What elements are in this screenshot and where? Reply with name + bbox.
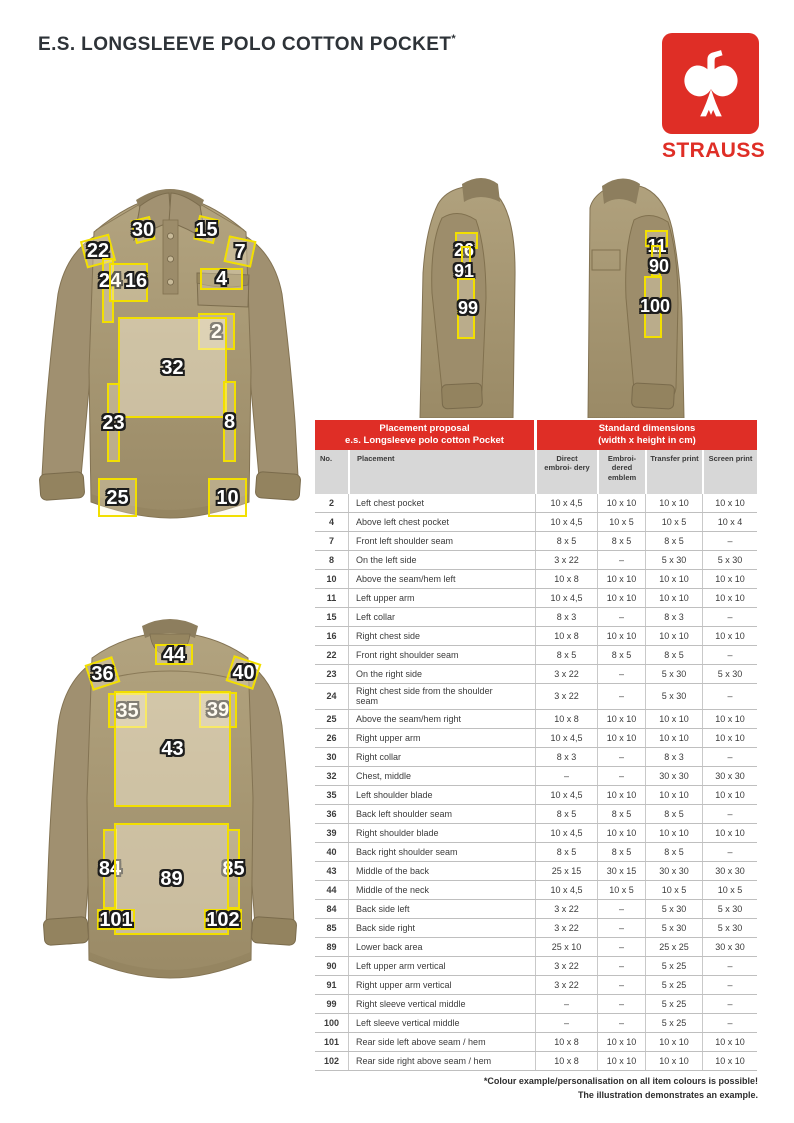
table-row <box>315 881 757 900</box>
cell: – <box>597 900 645 918</box>
cell: 3 x 22 <box>535 665 597 683</box>
cell: 10 x 10 <box>645 570 702 588</box>
cell: 10 x 10 <box>702 710 757 728</box>
placement-number-26: 26 <box>453 240 475 260</box>
cell: 10 x 8 <box>535 710 597 728</box>
table-row <box>315 767 757 786</box>
cell: – <box>702 748 757 766</box>
table-row <box>315 1014 757 1033</box>
placement-number-7: 7 <box>234 240 246 263</box>
placement-number-16: 16 <box>124 270 148 292</box>
cell: Above the seam/hem right <box>348 710 535 728</box>
cell: Right collar <box>348 748 535 766</box>
cell: 8 x 5 <box>645 532 702 550</box>
table-row <box>315 551 757 570</box>
cell: – <box>702 976 757 994</box>
cell: 10 x 4,5 <box>535 494 597 512</box>
cell: 10 x 5 <box>645 513 702 531</box>
cell: 10 x 10 <box>597 710 645 728</box>
cell: – <box>702 805 757 823</box>
cell: – <box>597 957 645 975</box>
placement-table <box>315 420 757 1071</box>
cell: 10 x 10 <box>597 1052 645 1070</box>
cell-placement-number: 100 <box>323 1017 340 1028</box>
table-row <box>315 862 757 881</box>
cell: Left chest pocket <box>348 494 535 512</box>
header-left-line1: Placement proposal <box>379 422 470 434</box>
placement-number-36: 36 <box>91 662 114 685</box>
placement-number-24: 24 <box>98 270 122 292</box>
cell: 10 x 8 <box>535 570 597 588</box>
cell: 3 x 22 <box>535 976 597 994</box>
cell: 5 x 30 <box>645 919 702 937</box>
cell: 8 x 5 <box>645 805 702 823</box>
cell: – <box>702 608 757 626</box>
cell: 10 x 10 <box>702 1052 757 1070</box>
cell: 8 x 5 <box>535 843 597 861</box>
cell: – <box>597 748 645 766</box>
cell: Rear side left above seam / hem <box>348 1033 535 1051</box>
cell: 10 x 10 <box>645 627 702 645</box>
cell: 3 x 22 <box>535 551 597 569</box>
cell: Left shoulder blade <box>348 786 535 804</box>
header-right-line1: Standard dimensions <box>598 422 696 434</box>
cell: 10 x 10 <box>597 786 645 804</box>
cell: 5 x 30 <box>702 900 757 918</box>
cell: – <box>702 995 757 1013</box>
cell: 8 x 3 <box>645 748 702 766</box>
cell: 10 x 10 <box>645 1052 702 1070</box>
table-row <box>315 513 757 532</box>
placement-number-85: 85 <box>222 858 245 880</box>
cell-placement-number: 32 <box>326 770 337 781</box>
cell: 10 x 10 <box>645 824 702 842</box>
cell: 5 x 30 <box>702 665 757 683</box>
cell: 30 x 30 <box>645 767 702 785</box>
cell: Right upper arm vertical <box>348 976 535 994</box>
table-row <box>315 710 757 729</box>
table-row <box>315 627 757 646</box>
cell-placement-number: 26 <box>326 732 337 743</box>
cell: Back side right <box>348 919 535 937</box>
placement-table-body <box>315 494 757 1071</box>
cell-placement-number: 11 <box>326 592 337 603</box>
header-left-line2: e.s. Longsleeve polo cotton Pocket <box>345 435 504 446</box>
cell: Right chest side from the shoulder seam <box>348 684 535 709</box>
cell: Left sleeve vertical middle <box>348 1014 535 1032</box>
table-row <box>315 900 757 919</box>
cell: – <box>597 665 645 683</box>
placement-number-10: 10 <box>216 486 239 509</box>
cell: – <box>702 843 757 861</box>
cell-placement-number: 44 <box>326 884 337 895</box>
cell: – <box>597 767 645 785</box>
cell: 25 x 15 <box>535 862 597 880</box>
placement-number-11: 11 <box>647 236 667 256</box>
cell: – <box>702 646 757 664</box>
cell: 3 x 22 <box>535 684 597 709</box>
cell: Front left shoulder seam <box>348 532 535 550</box>
cell: 10 x 10 <box>702 494 757 512</box>
cell-placement-number: 43 <box>326 865 337 876</box>
cell: 10 x 10 <box>645 589 702 607</box>
cell-placement-number: 30 <box>326 751 337 762</box>
cell: 25 x 10 <box>535 938 597 956</box>
cell: 10 x 4,5 <box>535 513 597 531</box>
table-row <box>315 646 757 665</box>
placement-number-44: 44 <box>162 643 186 666</box>
table-row <box>315 1052 757 1071</box>
cell-placement-number: 36 <box>326 808 337 819</box>
placement-number-84: 84 <box>98 858 122 880</box>
placement-number-30: 30 <box>131 219 155 241</box>
column-header: Transfer print <box>645 450 702 494</box>
placement-number-39: 39 <box>206 699 230 721</box>
cell: Right chest side <box>348 627 535 645</box>
cell: Left upper arm vertical <box>348 957 535 975</box>
table-row <box>315 608 757 627</box>
placement-number-99: 99 <box>457 298 479 318</box>
placement-number-25: 25 <box>106 486 129 509</box>
table-row <box>315 938 757 957</box>
cell: – <box>597 684 645 709</box>
cell: 10 x 10 <box>702 589 757 607</box>
placement-number-4: 4 <box>215 268 228 290</box>
cell: 10 x 5 <box>597 513 645 531</box>
cell: 10 x 4,5 <box>535 881 597 899</box>
cell-placement-number: 24 <box>326 691 337 702</box>
cell-placement-number: 4 <box>328 516 334 527</box>
cell: – <box>597 551 645 569</box>
cell: 10 x 10 <box>597 824 645 842</box>
cell-placement-number: 40 <box>326 846 337 857</box>
cell: Middle of the neck <box>348 881 535 899</box>
table-header-right <box>537 420 757 450</box>
table-red-header <box>315 420 757 450</box>
cell-placement-number: 99 <box>326 998 337 1009</box>
placement-number-22: 22 <box>86 240 110 262</box>
table-header-left <box>315 420 534 450</box>
cell-placement-number: 85 <box>326 922 337 933</box>
cell: Above the seam/hem left <box>348 570 535 588</box>
cell: On the right side <box>348 665 535 683</box>
cell: 8 x 5 <box>597 646 645 664</box>
cell: 8 x 3 <box>535 748 597 766</box>
table-row <box>315 995 757 1014</box>
header-right-line2: (width x height in cm) <box>598 435 696 446</box>
cell-placement-number: 89 <box>326 941 337 952</box>
table-row <box>315 786 757 805</box>
cell: Lower back area <box>348 938 535 956</box>
table-row <box>315 494 757 513</box>
cell-placement-number: 22 <box>326 649 337 660</box>
back-view-image <box>20 588 320 990</box>
cell-placement-number: 90 <box>326 960 337 971</box>
cell: 8 x 5 <box>535 646 597 664</box>
cell: – <box>597 919 645 937</box>
cell: 5 x 30 <box>645 665 702 683</box>
cell: 10 x 10 <box>645 710 702 728</box>
cell: 8 x 5 <box>597 532 645 550</box>
cell: 8 x 5 <box>645 843 702 861</box>
strauss-ostrich-icon <box>675 44 747 124</box>
cell: 5 x 25 <box>645 1014 702 1032</box>
table-row <box>315 824 757 843</box>
cell: 10 x 10 <box>702 570 757 588</box>
cell: Back right shoulder seam <box>348 843 535 861</box>
table-column-headers <box>315 450 757 494</box>
cell: 10 x 10 <box>702 786 757 804</box>
cell: – <box>597 995 645 1013</box>
cell: – <box>702 957 757 975</box>
cell: Left upper arm <box>348 589 535 607</box>
cell: 5 x 30 <box>645 684 702 709</box>
cell: 5 x 25 <box>645 957 702 975</box>
table-row <box>315 684 757 710</box>
cell: 8 x 5 <box>535 805 597 823</box>
column-header: Embroi- dered emblem <box>597 450 645 494</box>
placement-number-40: 40 <box>232 661 255 684</box>
cell: 3 x 22 <box>535 919 597 937</box>
cell: Chest, middle <box>348 767 535 785</box>
column-header: Placement <box>348 450 535 494</box>
cell: 10 x 5 <box>702 881 757 899</box>
cell-placement-number: 10 <box>326 573 337 584</box>
cell: 10 x 4 <box>702 513 757 531</box>
table-row <box>315 843 757 862</box>
cell: 10 x 5 <box>597 881 645 899</box>
table-row <box>315 589 757 608</box>
cell: – <box>702 532 757 550</box>
cell: Back left shoulder seam <box>348 805 535 823</box>
cell: 8 x 5 <box>597 843 645 861</box>
table-row <box>315 805 757 824</box>
placement-number-32: 32 <box>161 356 184 379</box>
cell-placement-number: 16 <box>326 630 337 641</box>
cell-placement-number: 35 <box>326 789 337 800</box>
cell: 10 x 5 <box>645 881 702 899</box>
cell: 10 x 4,5 <box>535 589 597 607</box>
cell-placement-number: 101 <box>323 1036 340 1047</box>
cell: 5 x 25 <box>645 995 702 1013</box>
cell: 25 x 25 <box>645 938 702 956</box>
cell: 10 x 10 <box>702 824 757 842</box>
cell: Rear side right above seam / hem <box>348 1052 535 1070</box>
table-row <box>315 729 757 748</box>
placement-number-91: 91 <box>453 261 475 281</box>
cell: Left collar <box>348 608 535 626</box>
cell: – <box>702 684 757 709</box>
cell: 10 x 10 <box>597 1033 645 1051</box>
cell: Front right shoulder seam <box>348 646 535 664</box>
cell: 10 x 8 <box>535 627 597 645</box>
cell: 10 x 10 <box>597 729 645 747</box>
cell: Right sleeve vertical middle <box>348 995 535 1013</box>
cell: Right upper arm <box>348 729 535 747</box>
placement-number-102: 102 <box>206 908 240 931</box>
table-row <box>315 665 757 684</box>
cell-placement-number: 15 <box>326 611 337 622</box>
cell: – <box>535 767 597 785</box>
cell: 10 x 10 <box>597 570 645 588</box>
column-header: Direct embroi- dery <box>535 450 597 494</box>
cell: – <box>597 1014 645 1032</box>
cell: Above left chest pocket <box>348 513 535 531</box>
table-row <box>315 957 757 976</box>
cell-placement-number: 84 <box>326 903 337 914</box>
table-row <box>315 570 757 589</box>
cell: 10 x 10 <box>597 627 645 645</box>
cell: – <box>597 608 645 626</box>
cell: 30 x 15 <box>597 862 645 880</box>
column-header: No. <box>320 454 333 463</box>
back-markers <box>20 588 320 990</box>
cell: – <box>535 1014 597 1032</box>
placement-number-35: 35 <box>116 699 139 722</box>
front-markers <box>20 170 320 535</box>
placement-number-101: 101 <box>99 908 133 931</box>
placement-number-2: 2 <box>210 320 223 343</box>
table-row <box>315 1033 757 1052</box>
cell-placement-number: 2 <box>328 497 334 508</box>
cell-placement-number: 23 <box>326 668 337 679</box>
brand-name: STRAUSS <box>662 139 766 162</box>
cell: 10 x 10 <box>645 1033 702 1051</box>
cell: 5 x 30 <box>645 900 702 918</box>
strauss-logo <box>662 33 766 163</box>
cell: 10 x 10 <box>702 627 757 645</box>
placement-number-43: 43 <box>161 738 184 760</box>
cell: 3 x 22 <box>535 957 597 975</box>
cell-placement-number: 8 <box>328 554 334 565</box>
cell: 10 x 4,5 <box>535 729 597 747</box>
cell-placement-number: 7 <box>328 535 334 546</box>
cell: 8 x 3 <box>535 608 597 626</box>
cell: 10 x 10 <box>597 494 645 512</box>
cell-placement-number: 91 <box>326 979 337 990</box>
cell: 5 x 25 <box>645 976 702 994</box>
table-row <box>315 748 757 767</box>
cell: 10 x 8 <box>535 1052 597 1070</box>
placement-number-90: 90 <box>648 256 670 276</box>
placement-number-15: 15 <box>195 218 218 241</box>
side-markers <box>330 158 794 418</box>
table-row <box>315 532 757 551</box>
table-row <box>315 976 757 995</box>
cell: 30 x 30 <box>702 767 757 785</box>
cell: Middle of the back <box>348 862 535 880</box>
side-views-image <box>330 158 794 418</box>
cell: 8 x 3 <box>645 608 702 626</box>
cell: 5 x 30 <box>702 919 757 937</box>
cell: Right shoulder blade <box>348 824 535 842</box>
cell: – <box>535 995 597 1013</box>
cell: – <box>597 976 645 994</box>
cell: On the left side <box>348 551 535 569</box>
cell: 30 x 30 <box>645 862 702 880</box>
front-view-image <box>20 170 320 535</box>
cell: 10 x 8 <box>535 1033 597 1051</box>
cell: 10 x 4,5 <box>535 786 597 804</box>
strauss-logo-box <box>662 33 759 134</box>
cell: 30 x 30 <box>702 938 757 956</box>
cell: 5 x 30 <box>645 551 702 569</box>
cell: 10 x 10 <box>645 729 702 747</box>
cell: 10 x 10 <box>702 729 757 747</box>
table-row <box>315 919 757 938</box>
page-title: E.S. LONGSLEEVE POLO COTTON POCKET* <box>38 33 457 55</box>
cell: 8 x 5 <box>597 805 645 823</box>
cell-placement-number: 39 <box>326 827 337 838</box>
cell: 10 x 10 <box>597 589 645 607</box>
cell: – <box>702 1014 757 1032</box>
column-header: Screen print <box>702 450 757 494</box>
cell: 10 x 10 <box>645 494 702 512</box>
placement-number-23: 23 <box>102 411 125 434</box>
cell: 10 x 10 <box>645 786 702 804</box>
cell: 10 x 10 <box>702 1033 757 1051</box>
cell: 8 x 5 <box>535 532 597 550</box>
cell: 30 x 30 <box>702 862 757 880</box>
title-asterisk: * <box>451 33 457 45</box>
cell: 3 x 22 <box>535 900 597 918</box>
cell-placement-number: 25 <box>326 713 337 724</box>
footnote <box>484 1074 758 1103</box>
cell: 5 x 30 <box>702 551 757 569</box>
cell: 8 x 5 <box>645 646 702 664</box>
placement-number-89: 89 <box>160 868 183 890</box>
footnote-line1: *Colour example/personalisation on all item colours is possible! <box>483 1076 758 1086</box>
cell: 10 x 4,5 <box>535 824 597 842</box>
placement-number-100: 100 <box>639 296 671 316</box>
cell-placement-number: 102 <box>323 1055 340 1066</box>
cell: Back side left <box>348 900 535 918</box>
footnote-line2: The illustration demonstrates an example. <box>577 1090 758 1101</box>
placement-number-8: 8 <box>223 410 236 433</box>
cell: – <box>597 938 645 956</box>
